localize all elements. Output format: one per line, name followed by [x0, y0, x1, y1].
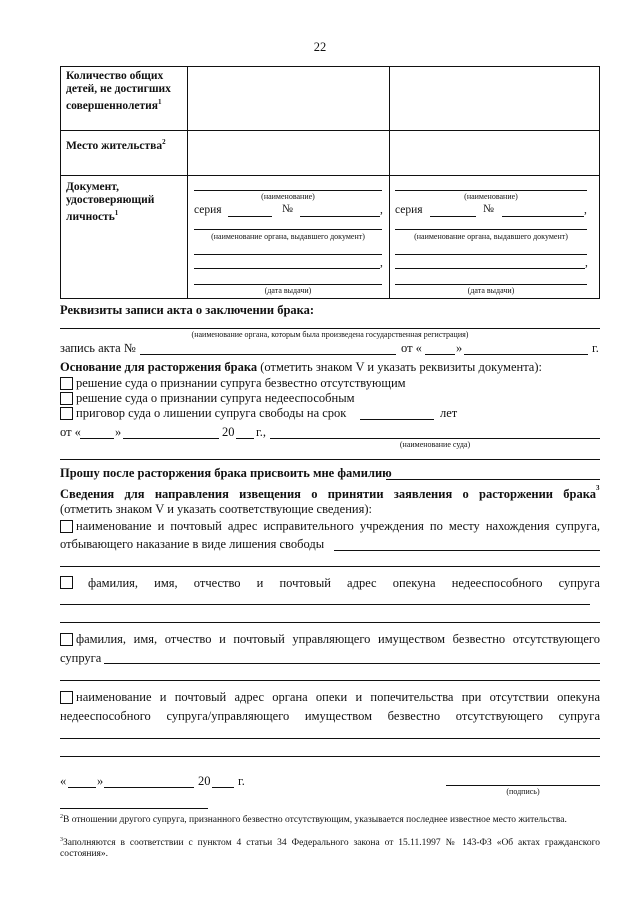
issuer-field-1a[interactable] — [194, 254, 382, 255]
sentence-term-field[interactable] — [360, 419, 434, 420]
guardianship-authority-field-2[interactable] — [60, 756, 600, 757]
manager-field-2[interactable] — [60, 680, 600, 681]
series-field-1[interactable] — [228, 216, 272, 217]
requisites-heading: Реквизиты записи акта о заключении брака: — [60, 303, 315, 317]
row-label-children: Количество общих детей, не достигших совершеннолетия$^1$ — [66, 70, 171, 112]
notify-option-correctional: наименование и почтовый адрес исправительного учреждения по месту нахождения супруга, — [76, 519, 600, 533]
notify-option-manager: фамилия, имя, отчество и почтовый управляющего имуществом безвестно отсутствующего — [76, 632, 600, 646]
signature-caption: (подпись) — [506, 787, 540, 796]
manager-field[interactable] — [104, 663, 600, 664]
issuer-caption-2: (наименование органа, выдавшего документ) — [414, 232, 568, 241]
correctional-address-field[interactable] — [334, 550, 600, 551]
signature-field[interactable] — [446, 785, 600, 786]
guardian-field[interactable] — [60, 604, 590, 605]
court-name-field-2[interactable] — [60, 459, 600, 460]
sign-day-field[interactable] — [68, 787, 96, 788]
issue-date-field-1[interactable] — [194, 284, 382, 285]
court-month-field[interactable] — [123, 438, 219, 439]
notify-checkbox-correctional[interactable] — [60, 520, 73, 533]
number-field-2[interactable] — [502, 216, 584, 217]
act-date-label: от « — [401, 341, 422, 355]
act-number-field[interactable] — [140, 354, 396, 355]
court-name-caption: (наименование суда) — [399, 440, 471, 449]
notify-checkbox-guardianship-authority[interactable] — [60, 691, 73, 704]
guardian-field-2[interactable] — [60, 622, 600, 623]
act-number-label: запись акта № — [60, 341, 136, 355]
notification-footnote-mark: 3 — [596, 484, 600, 492]
issue-date-field-2[interactable] — [395, 284, 587, 285]
number-field-1[interactable] — [300, 216, 380, 217]
sign-year-field[interactable] — [212, 787, 234, 788]
row-label-residence: Место жительства$^2$ — [66, 138, 166, 152]
notify-option-correctional-cont: отбывающего наказание в виде лишения свободы — [60, 537, 325, 551]
court-day-field[interactable] — [80, 438, 114, 439]
page-number: 22 — [313, 40, 327, 54]
number-label-1: № — [282, 203, 293, 215]
doc-name-caption-1: (наименование) — [261, 192, 315, 201]
court-name-field[interactable] — [270, 438, 600, 439]
guardianship-authority-field[interactable] — [60, 738, 600, 739]
correctional-address-field-2[interactable] — [60, 566, 600, 567]
notify-checkbox-manager[interactable] — [60, 633, 73, 646]
footnote-2: $^2$В отношении другого супруга, признанного безвестно отсутствующим, указывается последнее известное место жительства. — [60, 814, 567, 826]
grounds-heading: Основание для расторжения брака (отметить знаком V и указать реквизиты документа): — [60, 360, 542, 374]
date-caption-1: (дата выдачи) — [264, 286, 312, 295]
registration-authority-caption: (наименование органа, которым была произведена государственная регистрация) — [191, 330, 469, 339]
footnote-3: $^3$Заполняются в соответствии с пунктом 4 статьи 34 Федерального закона от 15.11.1997 № 143-ФЗ «Об актах гражданского состояния». — [60, 837, 600, 860]
notify-option-guardian: фамилия, имя, отчество и почтовый адрес опекуна недееспособного супруга — [88, 576, 600, 590]
grounds-option-imprisoned: приговор суда о лишении супруга свободы на срок — [76, 406, 347, 420]
registration-authority-field[interactable] — [60, 328, 600, 329]
issuer-caption-1: (наименование органа, выдавшего документ) — [211, 232, 365, 241]
footnote-separator — [60, 808, 208, 809]
grounds-checkbox-imprisoned[interactable] — [60, 407, 73, 420]
notify-checkbox-guardian[interactable] — [60, 576, 73, 589]
issuer-field-2b[interactable] — [395, 268, 585, 269]
series-label-2: серия — [395, 204, 423, 216]
years-label: лет — [440, 406, 458, 420]
court-year-field[interactable] — [236, 438, 254, 439]
notification-heading: Сведения для направления извещения о принятии заявления о расторжении брака — [60, 487, 596, 501]
court-date-label: от « — [60, 425, 81, 439]
notify-option-manager-cont: супруга — [60, 651, 102, 665]
grounds-checkbox-incapable[interactable] — [60, 392, 73, 405]
date-caption-2: (дата выдачи) — [467, 286, 515, 295]
notification-note: (отметить знаком V и указать соответствующие сведения): — [60, 502, 372, 516]
surname-field[interactable] — [386, 479, 600, 480]
act-day-field[interactable] — [425, 354, 455, 355]
grounds-checkbox-missing[interactable] — [60, 377, 73, 390]
grounds-option-missing: решение суда о признании супруга безвестно отсутствующим — [76, 376, 406, 390]
doc-name-caption-2: (наименование) — [464, 192, 518, 201]
act-month-year-field[interactable] — [464, 354, 588, 355]
notify-option-guardianship-authority: наименование и почтовый адрес органа опеки и попечительства при отсутствии опекуна — [76, 690, 600, 704]
issuer-field-2a[interactable] — [395, 254, 587, 255]
notify-option-guardianship-authority-cont: недееспособного супруга/управляющего имуществом безвестно отсутствующего супруга — [60, 709, 600, 723]
row-label-identity-document: Документ, удостоверяющий личность$^1$ — [66, 181, 155, 223]
number-label-2: № — [483, 203, 494, 215]
grounds-option-incapable: решение суда о признании супруга недееспособным — [76, 391, 355, 405]
series-field-2[interactable] — [430, 216, 476, 217]
issuer-field-1b[interactable] — [194, 268, 380, 269]
surname-request-label: Прошу после расторжения брака присвоить мне фамилию — [60, 466, 392, 480]
series-label-1: серия — [194, 204, 222, 216]
sign-month-field[interactable] — [104, 787, 194, 788]
